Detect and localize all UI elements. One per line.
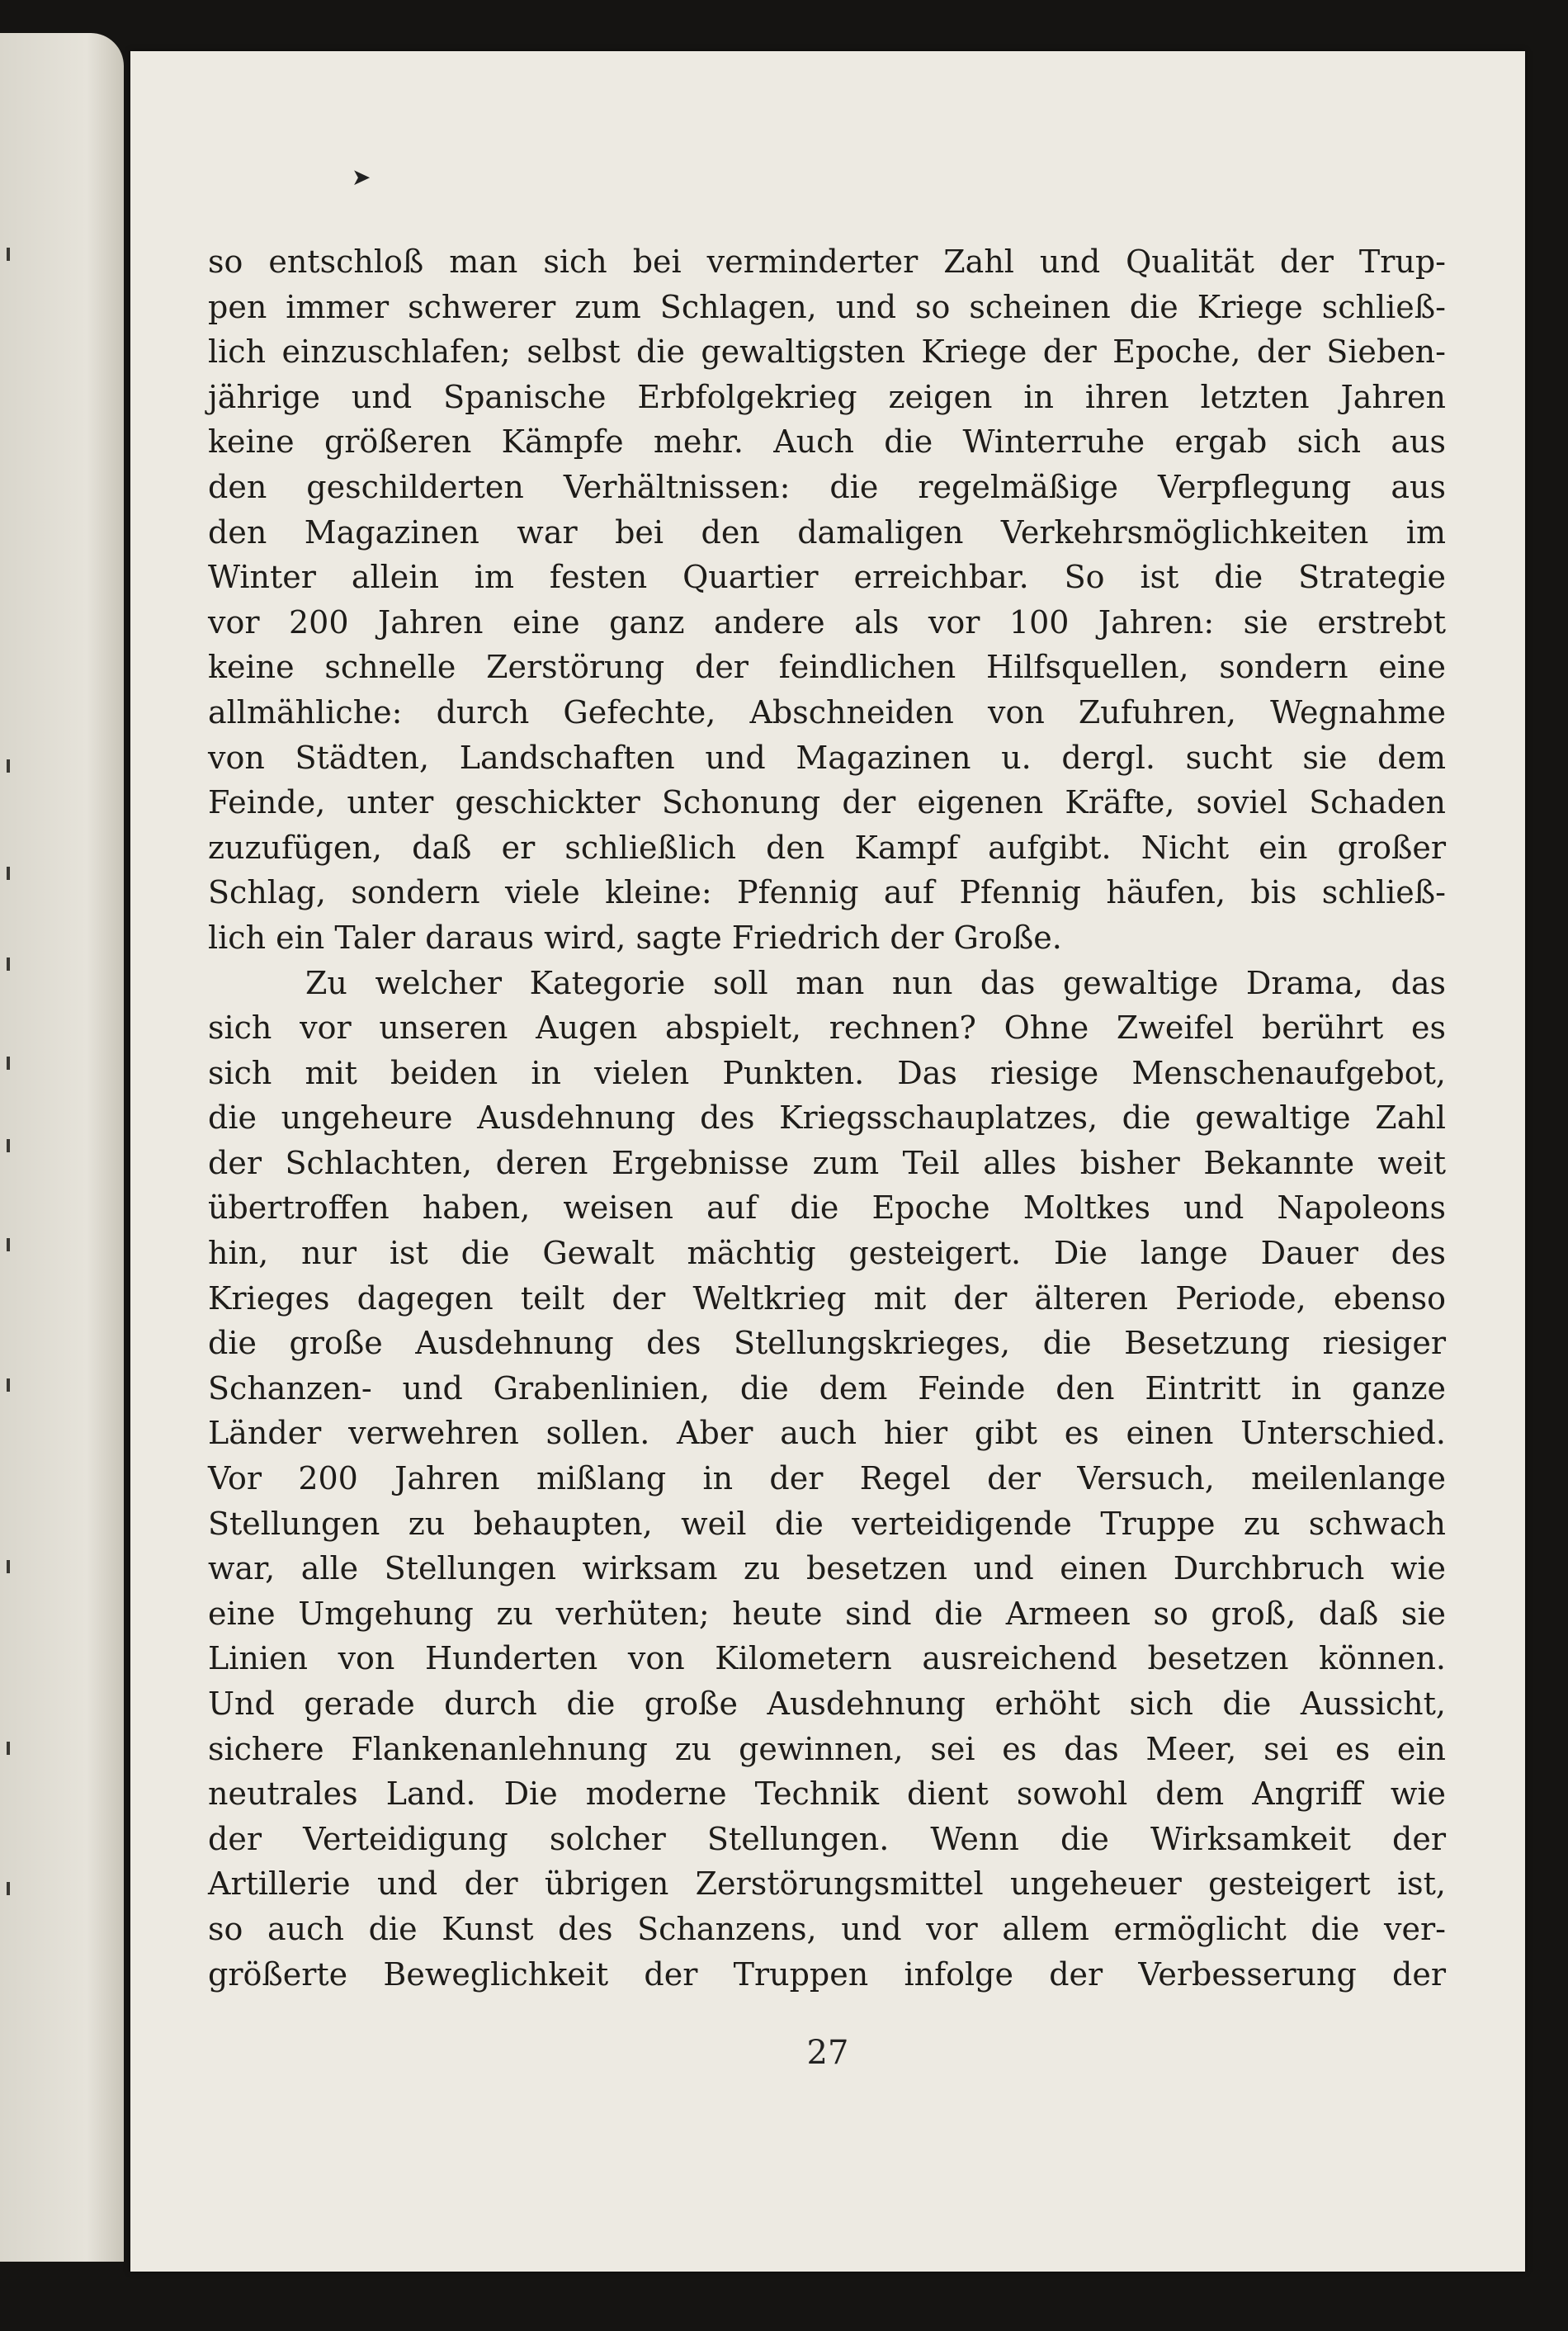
text-line: hin, nur ist die Gewalt mächtig gesteigert. Die lange Dauer des [208, 1235, 1446, 1272]
text-line: Krieges dagegen teilt der Weltkrieg mit der älteren Periode, ebenso [208, 1279, 1446, 1317]
facing-page-edge [0, 33, 124, 2262]
text-line: von Städten, Landschaften und Magazinen u. dergl. sucht sie dem [208, 739, 1446, 776]
text-line: jährige und Spanische Erbfolgekrieg zeigen in ihren letzten Jahren [208, 378, 1446, 415]
text-line: Und gerade durch die große Ausdehnung erhöht sich die Aussicht, [208, 1686, 1446, 1722]
facing-page-mark [7, 1139, 10, 1152]
text-line: so entschloß man sich bei verminderter Zahl und Qualität der Trup- [208, 244, 1446, 280]
text-line: sich mit beiden in vielen Punkten. Das riesige Menschenaufgebot, [208, 1054, 1446, 1091]
facing-page-mark [7, 1882, 10, 1895]
facing-page-mark [7, 1378, 10, 1392]
ornament-mark: ➤ [352, 163, 371, 191]
text-line: vor 200 Jahren eine ganz andere als vor 100 Jahren: sie erstrebt [208, 603, 1446, 641]
text-line: Winter allein im festen Quartier erreichbar. So ist die Strategie [208, 559, 1446, 596]
facing-page-mark [7, 1742, 10, 1755]
text-line: der Schlachten, deren Ergebnisse zum Teil alles bisher Bekannte weit [208, 1144, 1446, 1181]
text-line: keine größeren Kämpfe mehr. Auch die Winterruhe ergab sich aus [208, 423, 1446, 461]
text-line: Schanzen- und Grabenlinien, die dem Feinde den Eintritt in ganze [208, 1369, 1446, 1407]
text-line: Länder verwehren sollen. Aber auch hier gibt es einen Unterschied. [208, 1415, 1446, 1452]
text-line: der Verteidigung solcher Stellungen. Wenn die Wirksamkeit der [208, 1820, 1446, 1857]
text-line: Feinde, unter geschickter Schonung der eigenen Kräfte, soviel Schaden [208, 784, 1446, 821]
text-line: Zu welcher Kategorie soll man nun das gewaltige Drama, das [305, 964, 1446, 1001]
text-line: lich ein Taler daraus wird, sagte Friedrich der Große. [208, 919, 1062, 956]
text-line: Schlag, sondern viele kleine: Pfennig auf Pfennig häufen, bis schließ- [208, 874, 1446, 911]
text-line: pen immer schwerer zum Schlagen, und so scheinen die Kriege schließ- [208, 288, 1446, 325]
text-line: allmähliche: durch Gefechte, Abschneiden von Zufuhren, Wegnahme [208, 693, 1446, 731]
text-line: größerte Beweglichkeit der Truppen infolge der Verbesserung der [208, 1955, 1446, 1993]
text-line: keine schnelle Zerstörung der feindlichen Hilfsquellen, sondern eine [208, 649, 1446, 686]
text-line: die ungeheure Ausdehnung des Kriegsschauplatzes, die gewaltige Zahl [208, 1099, 1446, 1137]
text-line: so auch die Kunst des Schanzens, und vor allem ermöglicht die ver- [208, 1910, 1446, 1947]
text-line: Linien von Hunderten von Kilometern ausreichend besetzen können. [208, 1640, 1446, 1677]
text-line: sichere Flankenanlehnung zu gewinnen, sei es das Meer, sei es ein [208, 1730, 1446, 1767]
facing-page-mark [7, 867, 10, 880]
facing-page-mark [7, 957, 10, 971]
text-line: war, alle Stellungen wirksam zu besetzen und einen Durchbruch wie [208, 1550, 1446, 1587]
facing-page-mark [7, 1238, 10, 1251]
text-line: den geschilderten Verhältnissen: die regelmäßige Verpflegung aus [208, 468, 1446, 505]
body-text [208, 239, 1446, 1997]
text-line: neutrales Land. Die moderne Technik dient sowohl dem Angriff wie [208, 1775, 1446, 1813]
text-line: zuzufügen, daß er schließlich den Kampf aufgibt. Nicht ein großer [208, 829, 1446, 866]
text-line: lich einzuschlafen; selbst die gewaltigsten Kriege der Epoche, der Sieben- [208, 333, 1446, 371]
facing-page-mark [7, 1560, 10, 1573]
text-line: übertroffen haben, weisen auf die Epoche Moltkes und Napoleons [208, 1189, 1446, 1227]
book-page [130, 51, 1525, 2272]
text-line: Stellungen zu behaupten, weil die verteidigende Truppe zu schwach [208, 1505, 1446, 1542]
text-line: die große Ausdehnung des Stellungskrieges, die Besetzung riesiger [208, 1325, 1446, 1362]
text-line: sich vor unseren Augen abspielt, rechnen? Ohne Zweifel berührt es [208, 1009, 1446, 1047]
page-number: 27 [806, 2034, 849, 2072]
text-line: eine Umgehung zu verhüten; heute sind die Armeen so groß, daß sie [208, 1595, 1446, 1632]
text-line: den Magazinen war bei den damaligen Verkehrsmöglichkeiten im [208, 513, 1446, 551]
facing-page-mark [7, 759, 10, 773]
text-line: Artillerie und der übrigen Zerstörungsmittel ungeheuer gesteigert ist, [208, 1865, 1446, 1903]
facing-page-mark [7, 1057, 10, 1070]
facing-page-mark [7, 248, 10, 261]
text-line: Vor 200 Jahren mißlang in der Regel der Versuch, meilenlange [208, 1460, 1446, 1497]
